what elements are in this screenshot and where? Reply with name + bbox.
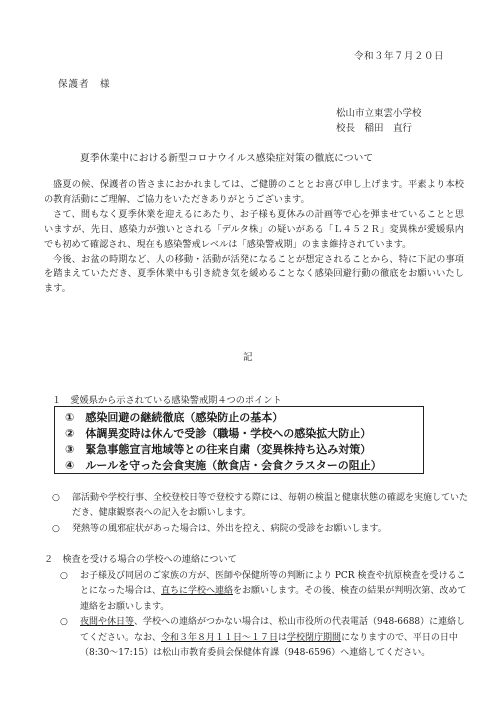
- point-item: ④ ルールを守った会食実施（飲食店・会食クラスターの阻止）: [65, 459, 382, 472]
- section-1-notes: [52, 491, 472, 537]
- sender-block: [336, 107, 422, 136]
- sender-principal: 校長 稲田 直行: [336, 122, 413, 134]
- underlined-text: 令和３年８月１１日～１７日: [161, 632, 279, 643]
- section-2-heading: ２ 検査を受ける場合の学校への連絡について: [44, 554, 237, 565]
- circle-bullet-icon: ○: [52, 523, 60, 534]
- note-text-part: になりますので、平日の日中（8:30～17:15）は松山市教育委員会保健体育課（948-6596）へ連絡してください。: [80, 632, 458, 659]
- note-text-part: は: [278, 632, 288, 643]
- point-item: ① 感染回避の継続徹底（感染防止の基本）: [65, 411, 284, 424]
- points-box: [54, 406, 424, 474]
- point-item: ③ 緊急事態宣言地域等との往来自粛（変異株持ち込み対策）: [65, 443, 372, 456]
- note-text-part: 、学校への連絡がつかない場合は、松山市役所の代表電話（948-6688）に連絡してください。なお、: [80, 617, 466, 643]
- body-paragraph-1: 盛夏の候、保護者の皆さまにおかれましては、ご健勝のこととお喜び申し上げます。平素より本校の教育活動にご理解、ご協力をいただきありがとうございます。: [44, 179, 464, 205]
- note-text: 部活動や学校行事、全校登校日等で登校する際には、毎朝の検温と健康状態の確認を実施していただき、健康観察表への記入をお願いします。: [72, 493, 469, 519]
- note-text: 発熱等の風邪症状があった場合は、外出を控え、病院の受診をお願いします。: [72, 523, 387, 534]
- point-item: ② 体調異変時は休んで受診（職場・学校への感染拡大防止）: [65, 427, 372, 440]
- circle-bullet-icon: ○: [52, 493, 60, 503]
- underlined-text: 夜間や休日等: [80, 617, 135, 628]
- ki-marker: 記: [243, 352, 253, 363]
- note-text: [80, 569, 474, 615]
- letter-title: 夏季休業中における新型コロナウイルス感染症対策の徹底について: [80, 153, 374, 164]
- sender-school: 松山市立東雲小学校: [336, 108, 422, 119]
- note-item: [52, 522, 472, 537]
- section-2-notes: [60, 569, 474, 662]
- body-paragraph-2: さて、間もなく夏季休業を迎えるにあたり、お子様も夏休みの計画等で心を弾ませていることと思いますが、先日、感染力が強いとされる「デルタ株」の疑いがある「Ｌ４５２Ｒ」変異株が愛媛県内でも初めて確認され、現在も感染警戒レベルは「感染警戒期」のまま維持されています。: [44, 208, 464, 250]
- note-text-part: をお願いします。その後、検査の結果が判明次第、改めて連絡をお願いします。: [80, 586, 467, 612]
- letter-body: [44, 178, 464, 297]
- note-item: [60, 569, 474, 615]
- section-1-heading: １ 愛媛県から示されている感染警戒期４つのポイント: [52, 395, 282, 406]
- letter-date: 令和３年７月２０日: [353, 51, 444, 62]
- note-text-part: お子様及び同居のご家族の方が、医師や保健所等の判断により PCR 検査や抗原検査を受けることになった場合は、: [80, 571, 466, 597]
- note-item: [60, 615, 474, 661]
- note-item: [52, 491, 472, 522]
- body-paragraph-3: 今後、お盆の時期など、人の移動・活動が活発になることが想定されることから、特に下記の事項を踏まえていただき、夏季休業中も引き続き気を緩めることなく感染回避行動の徹底をお願いいたします。: [44, 253, 464, 295]
- circle-bullet-icon: ○: [60, 571, 68, 581]
- underlined-text: 直ちに学校へ連絡: [161, 586, 234, 597]
- circle-bullet-icon: ○: [60, 617, 68, 628]
- recipient-line: 保護者 様: [58, 79, 111, 90]
- note-text: [80, 615, 474, 661]
- underlined-text: 学校閉庁期間: [287, 632, 342, 643]
